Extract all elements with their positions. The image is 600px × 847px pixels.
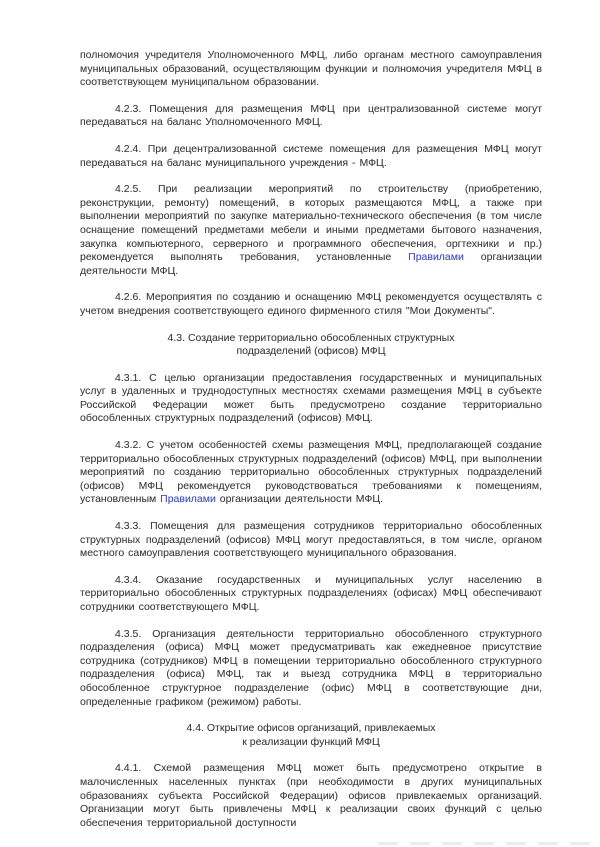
paragraph-text: 4.4.1. Схемой размещения МФЦ может быть предусмотрено открытие в малочисленных населенных пунктах (при необходимости в других муниципальных образованиях субъекта Российской Федерации) офисов привлекаемых организаций. Организации могут быть привлечены МФЦ к реализации своих функций с целью обеспечения территориальной доступности [80, 762, 542, 829]
paragraph-text: 4.3.3. Помещения для размещения сотрудников территориально обособленных структурных подразделений (офисов) МФЦ могут предоставляться, в том числе, органом местного самоуправления соответствующего муниципального образования. [80, 520, 542, 560]
paragraph-text: организации деятельности МФЦ. [80, 251, 542, 277]
paragraph-text: 4.2.6. Мероприятия по созданию и оснащению МФЦ рекомендуется осуществлять с учетом внедрения соответствующего единого фирменного стиля "Мои Документы". [80, 291, 542, 317]
section-heading [80, 722, 542, 749]
heading-line: подразделений (офисов) МФЦ [236, 345, 386, 358]
paragraph-text: 4.2.3. Помещения для размещения МФЦ при централизованной системе могут передаваться на баланс Уполномоченного МФЦ. [80, 102, 542, 129]
paragraph [80, 49, 542, 90]
scan-artifact [378, 842, 600, 845]
paragraph [80, 762, 542, 830]
paragraph-text: 4.2.4. При децентрализованной системе помещения для размещения МФЦ могут передаваться на баланс муниципального учреждения - МФЦ. [80, 142, 542, 169]
paragraph [80, 574, 542, 615]
paragraph-text: 4.3.1. С целью организации предоставления государственных и муниципальных услуг в удаленных и труднодоступных местностях схемами размещения МФЦ в субъекте Российской Федерации может быть предусмотрено создание территориально обособленных структурных подразделений (офисов) МФЦ. [80, 371, 542, 425]
paragraph-text: 4.3.5. Организация деятельности территориально обособленного структурного подразделения (офиса) МФЦ может предусматривать как ежедневное присутствие сотрудника (сотрудников) МФЦ в помещении территориально обособленного структурного подразделения (офиса) МФЦ, так и выезд сотрудника МФЦ в территориально обособленное структурное подразделение (офис) МФЦ в соответствующие дни, определенные графиком (режимом) работы. [80, 627, 542, 708]
paragraph [80, 628, 542, 710]
paragraph-text: организации деятельности МФЦ. [215, 493, 384, 506]
paragraph [80, 291, 542, 318]
paragraph [80, 103, 542, 130]
document-content [80, 49, 542, 843]
paragraph-text: полномочия учредителя Уполномоченного МФЦ, либо органам местного самоуправления муниципальных образований, осуществляющим функции и полномочия учредителя МФЦ в соответствующем муниципальном образовании. [80, 49, 542, 89]
paragraph [80, 143, 542, 170]
heading-line: 4.4. Открытие офисов организаций, привлекаемых [186, 722, 436, 735]
paragraph-text: 4.3.2. С учетом особенностей схемы размещения МФЦ, предполагающей создание территориально обособленных структурных подразделений (офисов) МФЦ, при выполнении мероприятий по созданию территориально обособленных структурных подразделений (офисов) МФЦ рекомендуется руководствоваться требованиями к помещениям, установленным [80, 439, 542, 506]
pravilami-link[interactable]: Правилами [160, 493, 216, 506]
section-heading [80, 332, 542, 359]
pravilami-link[interactable]: Правилами [408, 251, 464, 264]
heading-line: к реализации функций МФЦ [242, 735, 380, 748]
paragraph [80, 439, 542, 507]
paragraph [80, 372, 542, 426]
heading-line: 4.3. Создание территориально обособленных структурных [167, 331, 455, 344]
paragraph [80, 183, 542, 278]
paragraph-text: 4.3.4. Оказание государственных и муниципальных услуг населению в территориально обособленных структурных подразделениях (офисах) МФЦ обеспечивают сотрудники соответствующего МФЦ. [80, 573, 542, 613]
paragraph-text: 4.2.5. При реализации мероприятий по строительству (приобретению, реконструкции, ремонту) помещений, в которых размещаются МФЦ, а также при выполнении мероприятий по закупке материально-технического обеспечения (в том числе оснащение помещений предметами мебели и иными предметами бытового назначения, закупка компьютерного, серверного и программного обеспечения, оргтехники и пр.) рекомендуется выполнять требования, установленные [80, 183, 542, 264]
paragraph [80, 520, 542, 561]
